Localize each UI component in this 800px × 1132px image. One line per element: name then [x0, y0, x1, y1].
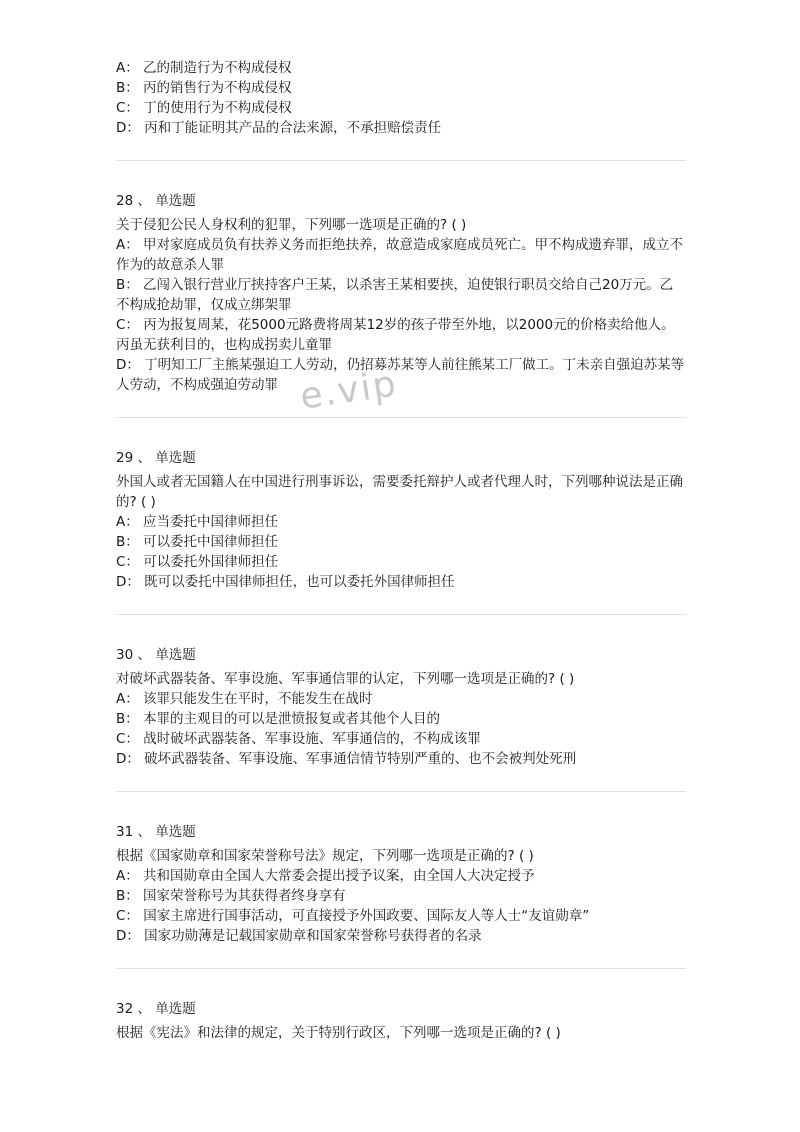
question-header: 31 、 单选题 — [116, 824, 196, 840]
option-b: B： 国家荣誉称号为其获得者终身享有 — [116, 888, 346, 904]
option-c: C： 丙为报复周某，花5000元路费将周某12岁的孩子带至外地，以2000元的价格卖给他人。丙虽无获利目的，也构成拐卖儿童罪 — [116, 317, 675, 353]
document-page — [116, 58, 686, 1043]
option-b: B： 本罪的主观目的可以是泄愤报复或者其他个人目的 — [116, 711, 441, 727]
question-27-tail — [116, 58, 686, 161]
option-a: A： 共和国勋章由全国人大常委会提出授予议案，由全国人大决定授予 — [116, 868, 535, 884]
question-stem: 外国人或者无国籍人在中国进行刑事诉讼，需要委托辩护人或者代理人时，下列哪种说法是正确的? ( ) — [116, 474, 683, 510]
option-b: B： 丙的销售行为不构成侵权 — [116, 80, 292, 96]
option-a: A： 乙的制造行为不构成侵权 — [116, 60, 292, 76]
option-a: A： 该罪只能发生在平时，不能发生在战时 — [116, 691, 373, 707]
question-header: 32 、 单选题 — [116, 1001, 196, 1017]
watermark: e.vip — [297, 363, 401, 418]
option-a: A： 应当委托中国律师担任 — [116, 514, 279, 530]
option-c: C： 国家主席进行国事活动，可直接授予外国政要、国际友人等人士“友谊勋章” — [116, 908, 590, 924]
option-c: C： 战时破坏武器装备、军事设施、军事通信的，不构成该罪 — [116, 731, 481, 747]
question-stem: 根据《国家勋章和国家荣誉称号法》规定，下列哪一选项是正确的? ( ) — [116, 848, 534, 864]
option-d: D： 丙和丁能证明其产品的合法来源，不承担赔偿责任 — [116, 120, 442, 136]
question-28 — [116, 161, 686, 418]
option-c: C： 可以委托外国律师担任 — [116, 554, 279, 570]
question-32 — [116, 969, 686, 1043]
option-b: B： 可以委托中国律师担任 — [116, 534, 279, 550]
option-c: C： 丁的使用行为不构成侵权 — [116, 100, 292, 116]
option-a: A： 甲对家庭成员负有扶养义务而拒绝扶养，故意造成家庭成员死亡。甲不构成遗弃罪，成立不作为的故意杀人罪 — [116, 237, 684, 273]
question-29 — [116, 418, 686, 615]
question-header: 29 、 单选题 — [116, 450, 196, 466]
question-header: 30 、 单选题 — [116, 647, 196, 663]
question-31 — [116, 792, 686, 969]
question-stem: 关于侵犯公民人身权利的犯罪，下列哪一选项是正确的? ( ) — [116, 217, 467, 233]
option-b: B： 乙闯入银行营业厅挟持客户王某，以杀害王某相要挟，迫使银行职员交给自己20万元。乙不构成抢劫罪，仅成立绑架罪 — [116, 277, 674, 313]
option-d: D： 既可以委托中国律师担任，也可以委托外国律师担任 — [116, 574, 455, 590]
question-stem: 对破坏武器装备、军事设施、军事通信罪的认定，下列哪一选项是正确的? ( ) — [116, 671, 575, 687]
option-d: D： 丁明知工厂主熊某强迫工人劳动，仍招募苏某等人前往熊某工厂做工。丁未亲自强迫苏某等人劳动，不构成强迫劳动罪 — [116, 357, 685, 393]
question-30 — [116, 615, 686, 792]
option-d: D： 国家功勋薄是记载国家勋章和国家荣誉称号获得者的名录 — [116, 928, 482, 944]
option-d: D： 破坏武器装备、军事设施、军事通信情节特别严重的、也不会被判处死刑 — [116, 751, 577, 767]
question-stem: 根据《宪法》和法律的规定，关于特别行政区，下列哪一选项是正确的? ( ) — [116, 1025, 561, 1041]
question-header: 28 、 单选题 — [116, 193, 196, 209]
